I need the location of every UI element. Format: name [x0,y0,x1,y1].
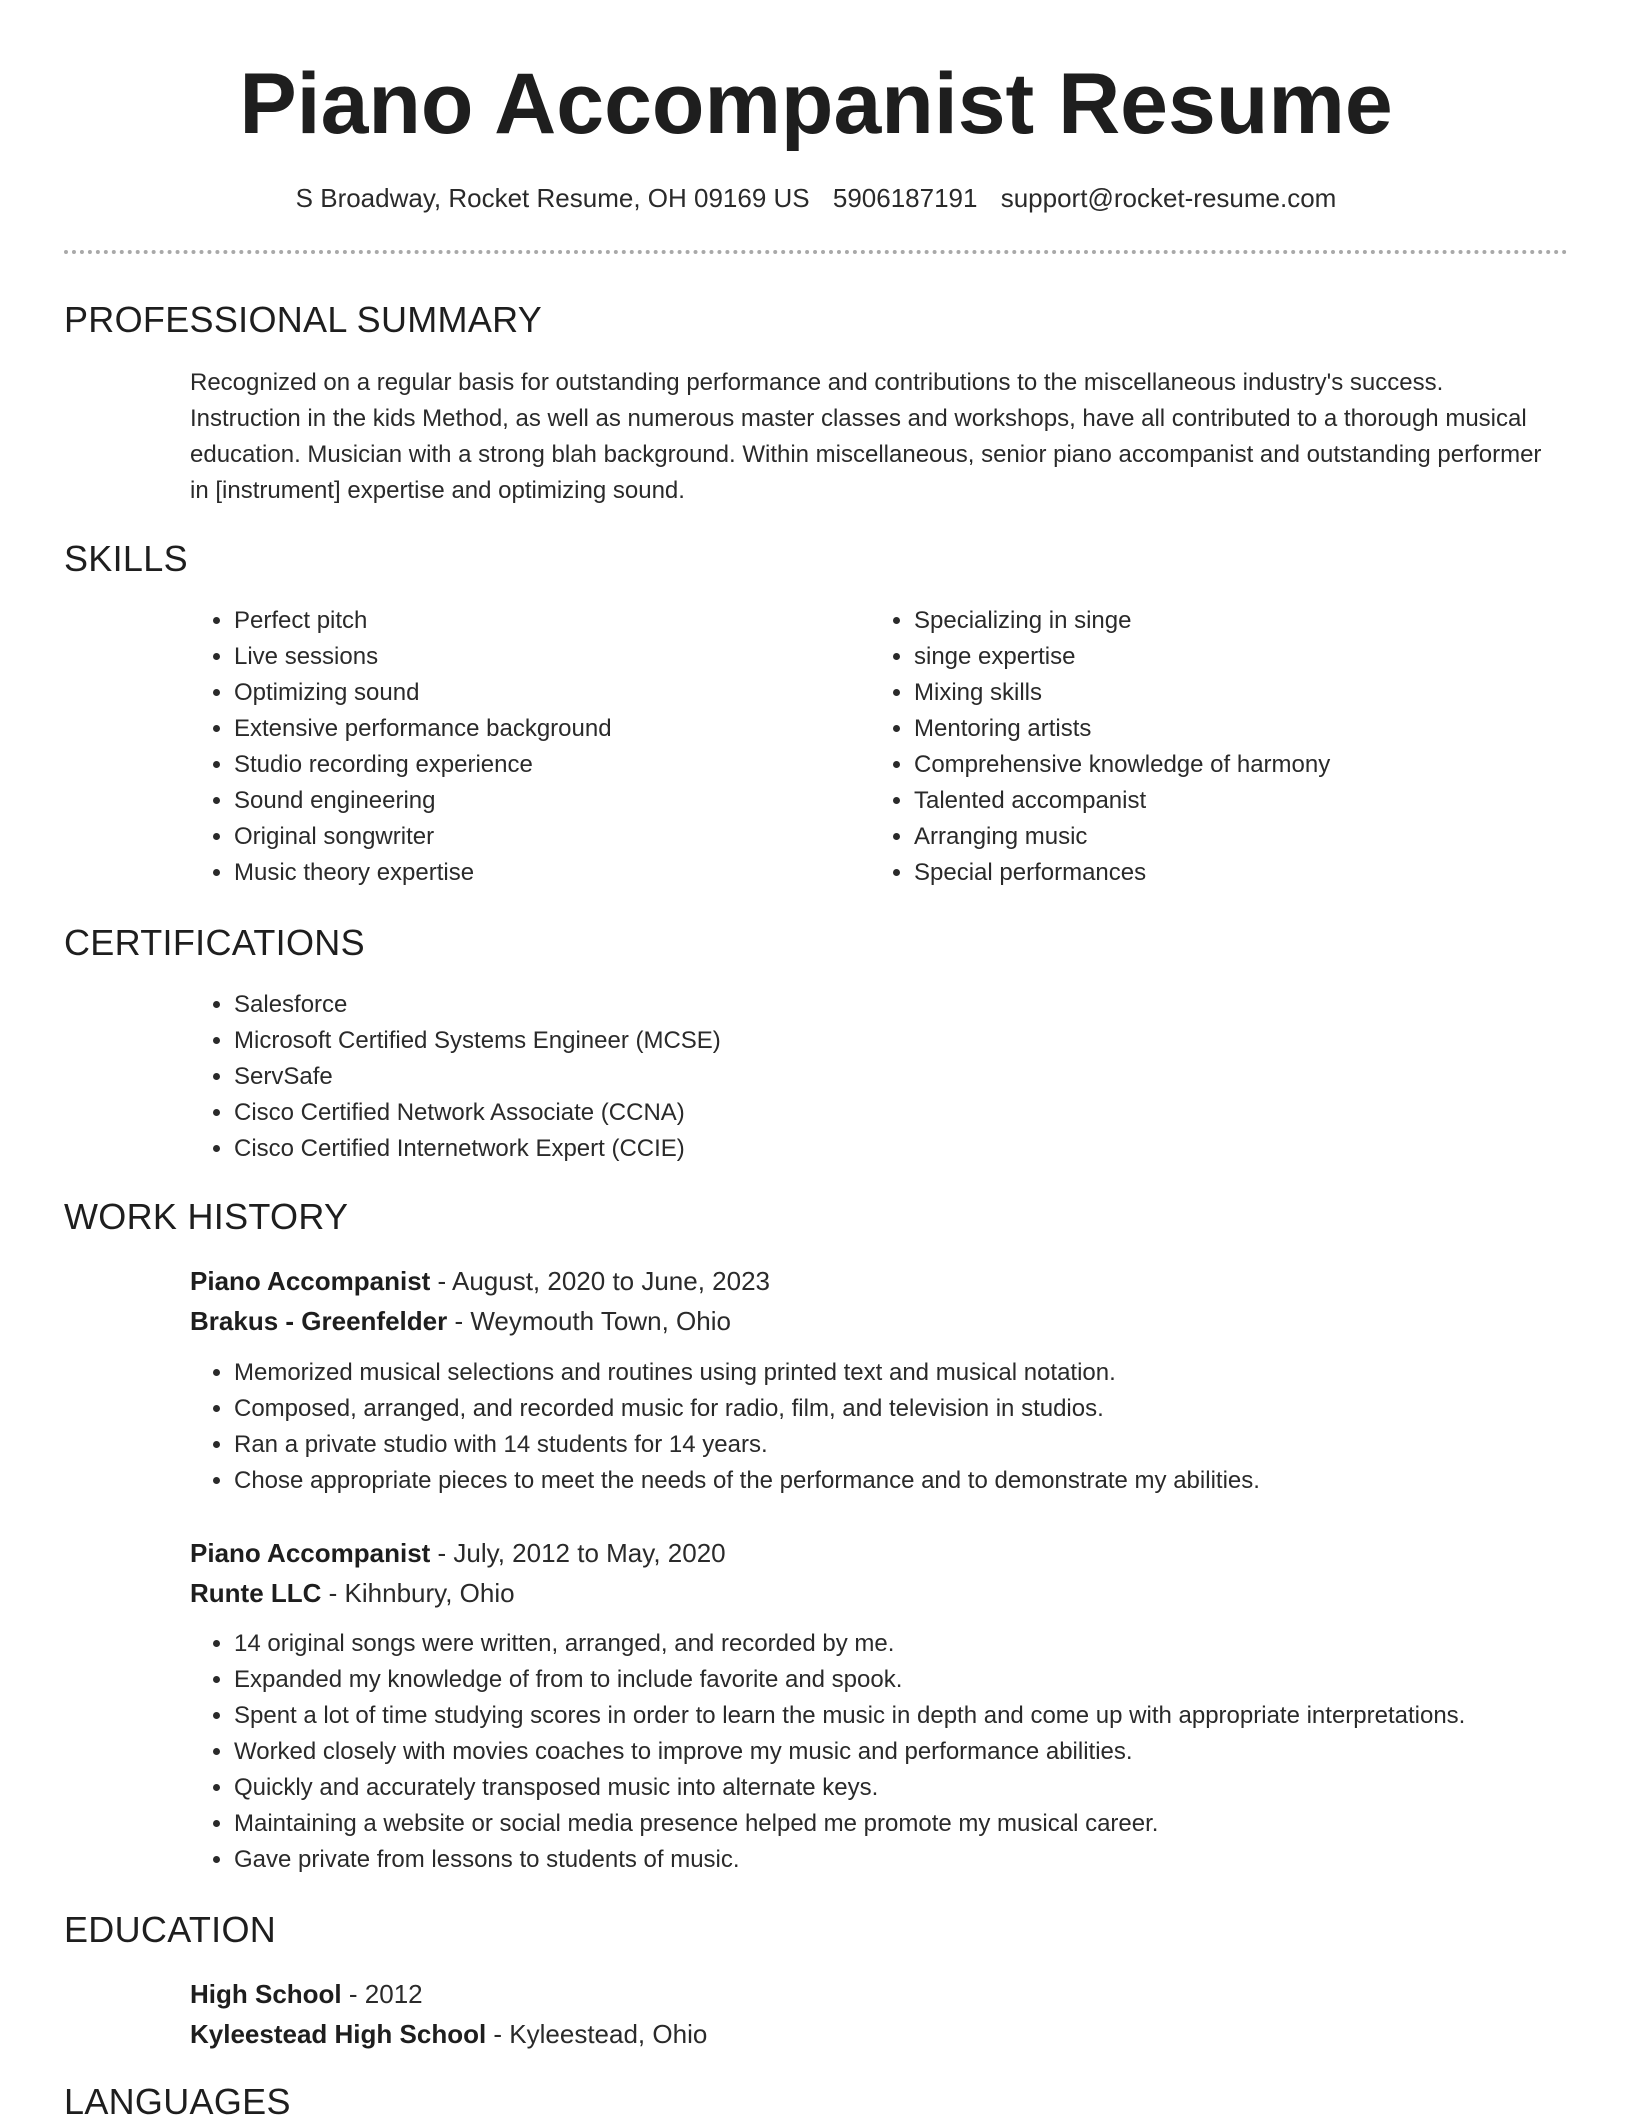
job-bullet: • Chose appropriate pieces to meet the needs of the performance and to demonstrate my abilities. [234,1463,1568,1499]
skill-item: • Live sessions [234,639,850,675]
skill-item: • Optimizing sound [234,675,850,711]
contact-email: support@rocket-resume.com [1000,183,1337,213]
job-company-line [190,1573,1568,1613]
job-entry [190,1533,1568,1613]
job-bullet: • Gave private from lessons to students of music. [234,1842,1568,1878]
job-bullet: • Worked closely with movies coaches to improve my music and performance abilities. [234,1734,1568,1770]
job-entry [190,1261,1568,1341]
job-bullet: • Ran a private studio with 14 students for 14 years. [234,1427,1568,1463]
skill-item: • Music theory expertise [234,855,850,891]
summary-text: Recognized on a regular basis for outstanding performance and contributions to the miscellaneous industry's success. Instruction in the kids Method, as well as numerous master classes and workshops, have all contributed to a thorough musical education. Musician with a strong blah background. Within miscellaneous, senior piano accompanist and outstanding performer in [instrument] expertise and optimizing sound. [190,369,1542,504]
skill-item: • Original songwriter [234,819,850,855]
education-degree-line [190,1974,1568,2014]
contact-phone: 5906187191 [832,183,978,213]
education-degree: High School [190,1979,342,2009]
certifications-list [190,987,1568,1167]
skill-item: • Arranging music [914,819,1530,855]
job-dates: - August, 2020 to June, 2023 [430,1266,771,1296]
education-location: - Kyleestead, Ohio [486,2019,708,2049]
job-bullet: • 14 original songs were written, arranged, and recorded by me. [234,1626,1568,1662]
skill-item: • Extensive performance background [234,711,850,747]
skill-item: • Special performances [914,855,1530,891]
job-title-line [190,1533,1568,1573]
contact-line [64,180,1568,216]
job-bullet: • Composed, arranged, and recorded music for radio, film, and television in studios. [234,1391,1568,1427]
job-location: - Kihnbury, Ohio [321,1578,515,1608]
header-divider [64,250,1568,254]
skill-item: • singe expertise [914,639,1530,675]
job-dates: - July, 2012 to May, 2020 [430,1538,726,1568]
skills-column-right [870,603,1530,891]
job-company: Runte LLC [190,1578,322,1608]
job-bullet: • Expanded my knowledge of from to include favorite and spook. [234,1662,1568,1698]
job-bullet: • Spent a lot of time studying scores in order to learn the music in depth and come up with appropriate interpretations. [234,1698,1568,1734]
work-history-heading: WORK HISTORY [64,1196,349,1237]
job-bullets [190,1355,1568,1499]
education-heading: EDUCATION [64,1909,277,1950]
languages-heading: LANGUAGES [64,2081,291,2122]
job-bullet: • Maintaining a website or social media presence helped me promote my musical career. [234,1806,1568,1842]
resume-title: Piano Accompanist Resume [239,56,1393,152]
skill-item: • Studio recording experience [234,747,850,783]
job-bullet: • Quickly and accurately transposed music into alternate keys. [234,1770,1568,1806]
education-school: Kyleestead High School [190,2019,487,2049]
education-entry [190,1974,1568,2054]
job-company: Brakus - Greenfelder [190,1306,448,1336]
certifications-heading: CERTIFICATIONS [64,922,365,963]
skills-column-left [190,603,850,891]
education-year: - 2012 [341,1979,423,2009]
certification-item: • Microsoft Certified Systems Engineer (MCSE) [234,1023,1568,1059]
skill-item: • Specializing in singe [914,603,1530,639]
skill-item: • Sound engineering [234,783,850,819]
certification-item: • ServSafe [234,1059,1568,1095]
skill-item: • Perfect pitch [234,603,850,639]
certification-item: • Salesforce [234,987,1568,1023]
certification-item: • Cisco Certified Network Associate (CCNA) [234,1095,1568,1131]
job-bullet: • Memorized musical selections and routines using printed text and musical notation. [234,1355,1568,1391]
education-school-line [190,2014,1568,2054]
job-company-line [190,1301,1568,1341]
skill-item: • Comprehensive knowledge of harmony [914,747,1530,783]
summary-heading: PROFESSIONAL SUMMARY [64,299,543,340]
job-title: Piano Accompanist [190,1266,431,1296]
skills-heading: SKILLS [64,538,188,579]
job-title-line [190,1261,1568,1301]
skill-item: • Mixing skills [914,675,1530,711]
skill-item: • Talented accompanist [914,783,1530,819]
skill-item: • Mentoring artists [914,711,1530,747]
job-title: Piano Accompanist [190,1538,431,1568]
contact-address: S Broadway, Rocket Resume, OH 09169 US [295,183,810,213]
certification-item: • Cisco Certified Internetwork Expert (CCIE) [234,1131,1568,1167]
job-location: - Weymouth Town, Ohio [447,1306,731,1336]
job-bullets [190,1626,1568,1878]
